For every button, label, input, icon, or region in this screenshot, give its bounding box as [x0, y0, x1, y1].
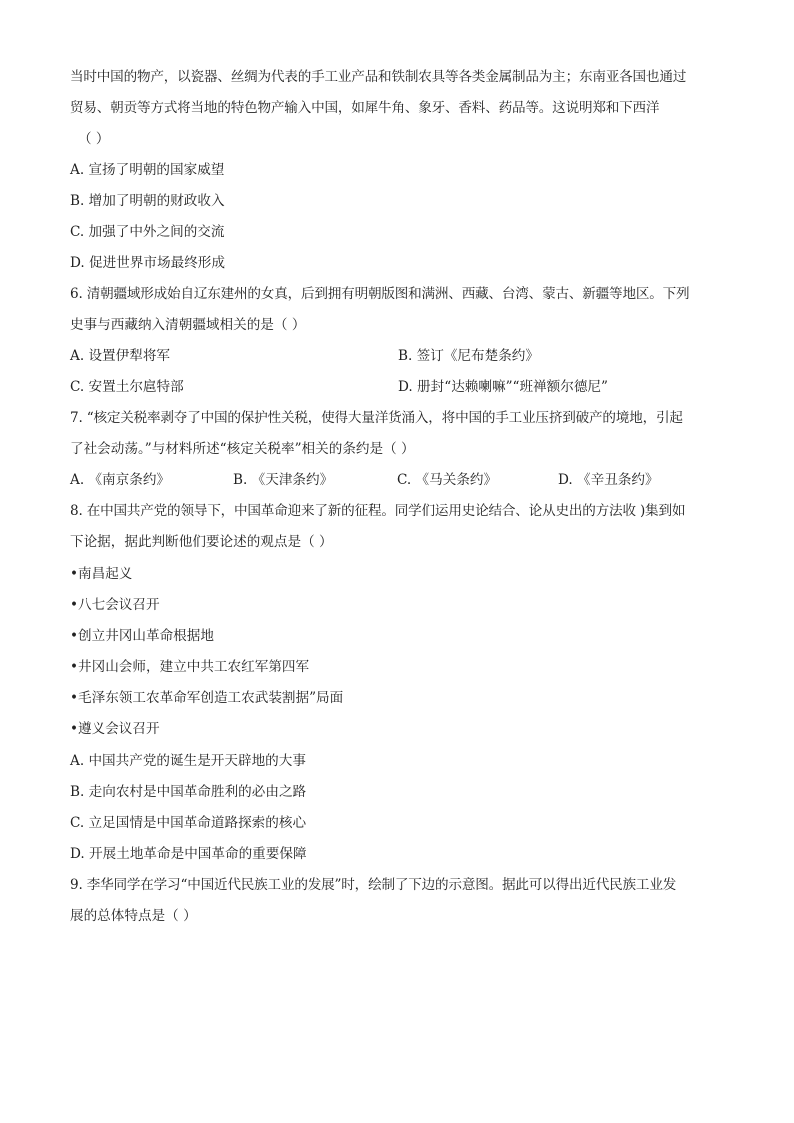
q8-evidence-item: •八七会议召开 [70, 597, 160, 613]
q5-answer-blank: （ ） [78, 131, 110, 147]
q5-stem-line-1: 当时中国的物产，以瓷器、丝绸为代表的手工业产品和铁制农具等各类金属制品为主；东南亚各国也通过 [70, 69, 687, 85]
q6-option-d: D. 册封“达赖喇嘛”“班禅额尔德尼” [398, 379, 608, 395]
q7-option-c: C. 《马关条约》 [397, 472, 498, 488]
q8-option-a: A. 中国共产党的诞生是开天辟地的大事 [70, 753, 306, 769]
q6-option-c: C. 安置土尔扈特部 [70, 379, 184, 395]
q5-stem-line-2: 贸易、朝贡等方式将当地的特色物产输入中国，如犀牛角、象牙、香料、药品等。这说明郑和下西洋 [70, 100, 660, 116]
q8-option-b: B. 走向农村是中国革命胜利的必由之路 [70, 784, 307, 800]
q9-stem-line-2: 展的总体特点是（ ） [70, 908, 197, 924]
q5-option-d: D. 促进世界市场最终形成 [70, 255, 225, 271]
q6-stem-line-1: 6. 清朝疆域形成始自辽东建州的女真，后到拥有明朝版图和满洲、西藏、台湾、蒙古、新疆等地区。下列 [70, 286, 690, 302]
q6-stem-line-2: 史事与西藏纳入清朝疆域相关的是（ ） [70, 317, 306, 333]
q8-evidence-item: •创立井冈山革命根据地 [70, 628, 214, 644]
q8-stem-line-1: 8. 在中国共产党的领导下，中国革命迎来了新的征程。同学们运用史论结合、论从史出的方法收 )集到如 [70, 503, 686, 519]
q7-stem-line-1: 7. “核定关税率剥夺了中国的保护性关税，使得大量洋货涌入，将中国的手工业压挤到破产的境地，引起 [70, 410, 683, 426]
q5-option-b: B. 增加了明朝的财政收入 [70, 193, 225, 209]
q7-option-d: D. 《辛丑条约》 [558, 472, 659, 488]
q7-option-b: B. 《天津条约》 [233, 472, 334, 488]
q8-option-c: C. 立足国情是中国革命道路探索的核心 [70, 815, 307, 831]
q8-stem-line-2: 下论据，据此判断他们要论述的观点是（ ） [70, 534, 333, 550]
q7-option-a: A. 《南京条约》 [70, 472, 171, 488]
q7-stem-line-2: 了社会动荡。”与材料所述“核定关税率”相关的条约是（ ） [70, 441, 415, 457]
q6-option-b: B. 签订《尼布楚条约》 [398, 348, 539, 364]
q5-option-a: A. 宣扬了明朝的国家威望 [70, 162, 225, 178]
q8-evidence-item: •南昌起义 [70, 566, 133, 582]
q8-evidence-item: •遵义会议召开 [70, 721, 160, 737]
q8-evidence-item: •毛泽东领工农革命军创造工农武装割据”局面 [70, 690, 344, 706]
q9-stem-line-1: 9. 李华同学在学习“中国近代民族工业的发展”时，绘制了下边的示意图。据此可以得出近代民族工业发 [70, 877, 677, 893]
q5-option-c: C. 加强了中外之间的交流 [70, 224, 225, 240]
q8-evidence-item: •井冈山会师，建立中共工农红军第四军 [70, 659, 310, 675]
q6-option-a: A. 设置伊犁将军 [70, 348, 171, 364]
q8-option-d: D. 开展土地革命是中国革命的重要保障 [70, 846, 307, 862]
